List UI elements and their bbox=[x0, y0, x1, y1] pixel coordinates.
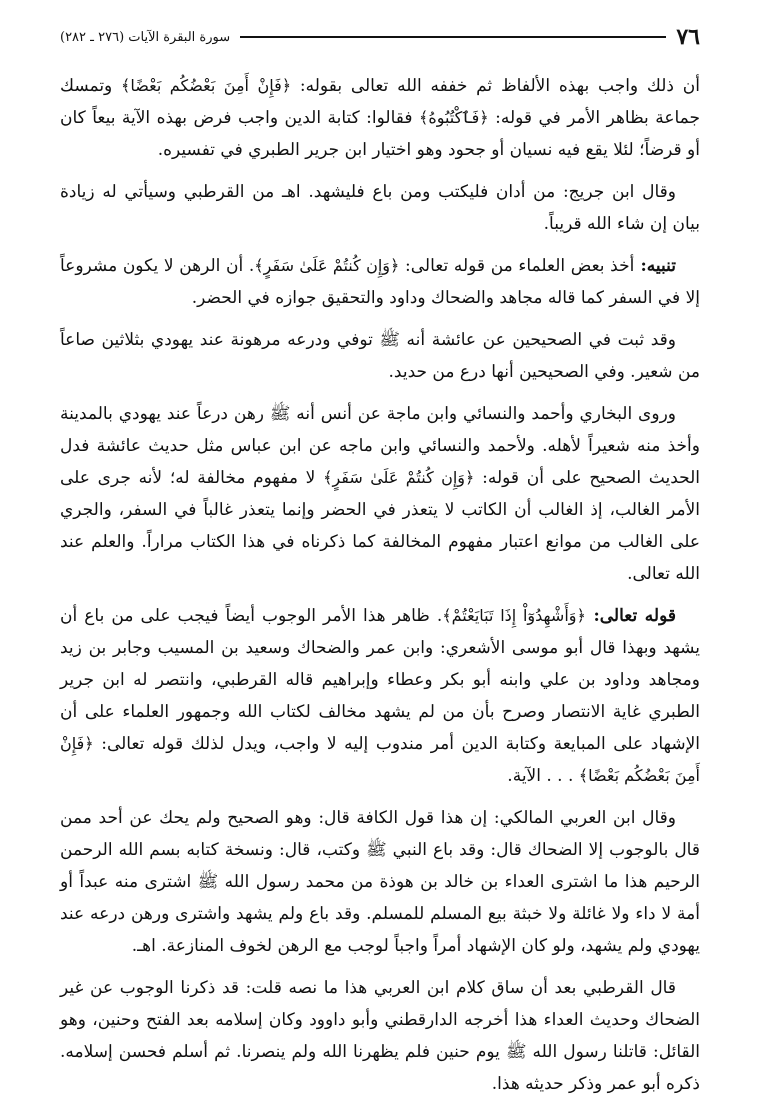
paragraph bbox=[60, 398, 700, 590]
text-run: فقالوا: كتابة الدين واجب فرض بهذه الآية بيعاً كان أو قرضاً؛ لئلا يقع فيه نسيان أو جحود وهو اختيار ابن جرير الطبري في تفسيره. bbox=[60, 108, 700, 160]
text-run: وقد ثبت في الصحيحين عن عائشة أنه ﷺ توفي ودرعه مرهونة عند يهودي بثلاثين صاعاً من شعير. وفي الصحيحين أنها درع من حديد. bbox=[60, 330, 700, 382]
text-run: وتمسك جماعة بظاهر الأمر في قوله: bbox=[60, 76, 700, 128]
lead-term: قوله تعالى: bbox=[585, 606, 676, 626]
body-text bbox=[60, 70, 700, 1100]
text-run: وقال ابن جريج: من أدان فليكتب ومن باع فليشهد. اهـ من القرطبي وسيأتي له زيادة بيان إن شاء الله قريباً. bbox=[60, 182, 700, 234]
paragraph bbox=[60, 324, 700, 388]
quran-verse: ﴿فَإِنْ أَمِنَ بَعْضُكُم بَعْضًا﴾ bbox=[121, 76, 292, 95]
text-run: . . . الآية. bbox=[507, 766, 579, 786]
page bbox=[60, 22, 700, 1110]
text-run: قال القرطبي بعد أن ساق كلام ابن العربي هذا ما نصه قلت: قد ذكرنا الوجوب عن غير الضحاك وحديث العداء هذا أخرجه الدارقطني وأبو داوود وكان إسلامه بعد الفتح وحنين، وهو القائل: قاتلنا رسول الله ﷺ يوم حنين فلم يظهرنا الله ولم ينصرنا. ثم أسلم فحسن إسلامه. ذكره أبو عمر وذكر حديثه هذا. bbox=[60, 978, 700, 1094]
quran-verse: ﴿وَإِن كُنتُمْ عَلَىٰ سَفَرٍ﴾ bbox=[254, 256, 400, 275]
quran-verse: ﴿فَإِنْ أَمِنَ بَعْضُكُم بَعْضًا﴾ bbox=[60, 734, 700, 785]
quran-verse: ﴿وَإِن كُنتُمْ عَلَىٰ سَفَرٍ﴾ bbox=[323, 468, 475, 487]
text-run: . ظاهر هذا الأمر الوجوب أيضاً فيجب على من باع أن يشهد وبهذا قال أبو موسى الأشعري: وابن عمر والضحاك وسعيد بن المسيب وجابر بن زيد ومجاهد وداود بن علي وابنه أبو بكر وعطاء وإبراهيم قاله القرطبي، وانتصر له ابن جرير الطبري غاية الانتصار وصرح بأن من لم يشهد مخالف لكتاب الله وجمهور العلماء على أن الإشهاد على المبايعة وكتابة الدين أمر مندوب إليه لا واجب، ويدل لذلك قوله تعالى: bbox=[60, 606, 700, 754]
page-header bbox=[60, 22, 700, 52]
paragraph bbox=[60, 176, 700, 240]
quran-verse: ﴿فَٱكْتُبُوهُ﴾ bbox=[418, 108, 489, 127]
quran-verse: ﴿وَأَشْهِدُوٓاْ إِذَا تَبَايَعْتُمْ﴾ bbox=[442, 606, 586, 625]
text-run: وقال ابن العربي المالكي: إن هذا قول الكافة قال: وهو الصحيح ولم يحك عن أحد ممن قال بالوجوب إلا الضحاك قال: وقد باع النبي ﷺ وكتب، قال: ونسخة كتابه بسم الله الرحمن الرحيم هذا ما اشترى العداء بن خالد بن هوذة من محمد رسول الله ﷺ اشترى منه عبداً أو أمة لا داء ولا غائلة ولا خبثة بيع المسلم للمسلم. وقد باع ولم يشهد واشترى ورهن درعه عند يهودي ولم يشهد، ولو كان الإشهاد أمراً واجباً لوجب مع الرهن لخوف المنازعة. اهـ. bbox=[60, 808, 700, 956]
paragraph bbox=[60, 250, 700, 314]
running-head: سورة البقرة الآيات (٢٧٦ ـ ٢٨٢) bbox=[60, 29, 231, 45]
paragraph bbox=[60, 972, 700, 1100]
paragraph bbox=[60, 70, 700, 166]
page-number: ٧٦ bbox=[676, 24, 700, 50]
text-run: أن ذلك واجب بهذه الألفاظ ثم خففه الله تعالى بقوله: bbox=[291, 76, 700, 96]
text-run: . أن الرهن لا يكون مشروعاً إلا في السفر كما قاله مجاهد والضحاك وداود والتحقيق جوازه في الحضر. bbox=[60, 256, 700, 308]
paragraph bbox=[60, 600, 700, 792]
header-rule bbox=[240, 36, 666, 38]
paragraph bbox=[60, 802, 700, 962]
lead-term: تنبيه: bbox=[634, 256, 676, 276]
text-run: أخذ بعض العلماء من قوله تعالى: bbox=[399, 256, 635, 276]
text-run: وروى البخاري وأحمد والنسائي وابن ماجة عن أنس أنه ﷺ رهن درعاً عند يهودي بالمدينة وأخذ منه شعيراً لأهله. ولأحمد والنسائي وابن ماجه عن ابن عباس مثل حديث عائشة فدل الحديث الصحيح على أن قوله: bbox=[60, 404, 700, 488]
text-run: لا مفهوم مخالفة له؛ لأنه جرى على الأمر الغالب، إذ الغالب أن الكاتب لا يتعذر في الحضر وإنما يتعذر غالباً في السفر، والجري على الغالب من موانع اعتبار مفهوم المخالفة كما ذكرناه في هذا الكتاب مراراً. والعلم عند الله تعالى. bbox=[60, 468, 700, 584]
